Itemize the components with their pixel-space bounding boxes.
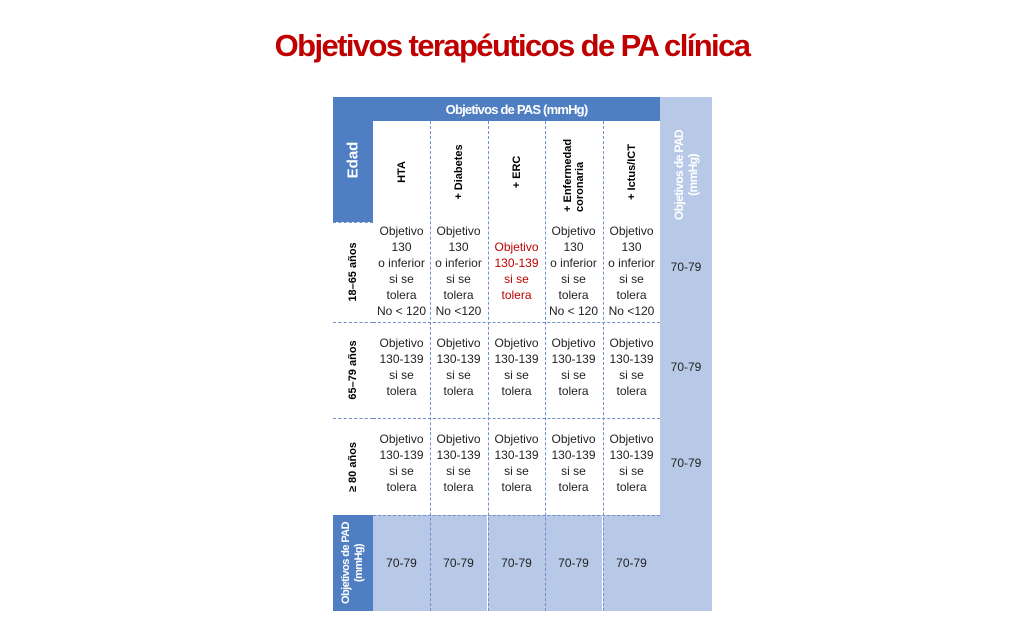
target-cell — [545, 222, 602, 322]
target-line: 130-139 — [609, 352, 654, 366]
pad-value-2: 70-79 — [670, 360, 702, 374]
row-header-label: 18–65 años — [347, 242, 359, 302]
target-line: Objetivo — [551, 336, 596, 350]
grid-line — [373, 515, 660, 516]
pas-header — [373, 97, 660, 121]
target-line: tolera — [386, 480, 417, 494]
target-line: 130-139 — [379, 448, 424, 462]
column-header-1 — [373, 121, 430, 222]
column-header-3 — [488, 121, 545, 222]
grid-line — [603, 121, 604, 611]
target-cell — [545, 322, 602, 418]
target-line: tolera — [616, 384, 647, 398]
target-line: Objetivo — [379, 224, 424, 238]
target-line: tolera — [558, 288, 589, 302]
target-line: No <120 — [608, 304, 655, 318]
pad-row-cell: 70-79 — [430, 515, 487, 611]
target-line: 130 — [448, 240, 469, 254]
column-header-label: + Enfermedad coronaria — [561, 138, 586, 212]
column-header-label: HTA — [395, 160, 408, 183]
target-line: 130-139 — [551, 448, 596, 462]
pad-row-cell: 70-79 — [488, 515, 545, 611]
grid-line — [545, 121, 546, 611]
target-line: Objetivo — [609, 336, 654, 350]
pad-row-cell: 70-79 — [603, 515, 660, 611]
target-line: 130-139 — [494, 256, 539, 270]
slide-title: Objetivos terapéuticos de PA clínica — [274, 28, 750, 63]
target-line: o inferior — [435, 256, 482, 270]
target-line: Objetivo — [551, 224, 596, 238]
target-line: Objetivo — [379, 336, 424, 350]
target-line: tolera — [616, 288, 647, 302]
row-header-label: 65–79 años — [347, 340, 359, 400]
target-line: No < 120 — [376, 304, 427, 318]
target-cell — [488, 222, 545, 322]
row-header-3 — [333, 418, 373, 515]
target-line: o inferior — [608, 256, 655, 270]
target-line: Objetivo — [494, 432, 539, 446]
target-line: No < 120 — [548, 304, 599, 318]
target-cell — [603, 322, 660, 418]
target-line: si se — [446, 368, 471, 382]
target-line: tolera — [616, 480, 647, 494]
target-line: tolera — [443, 288, 474, 302]
target-line: Objetivo — [551, 432, 596, 446]
pad-row-cell: 70-79 — [373, 515, 430, 611]
target-line: si se — [446, 272, 471, 286]
pad-row-header — [333, 515, 373, 611]
target-line: si se — [389, 272, 414, 286]
target-line: si se — [446, 464, 471, 478]
target-cell — [430, 418, 487, 515]
target-line: Objetivo — [436, 432, 481, 446]
target-line: tolera — [443, 480, 474, 494]
target-line: tolera — [501, 384, 532, 398]
grid-line — [333, 418, 373, 419]
target-line: Objetivo — [494, 336, 539, 350]
pas-header-label: Objetivos de PAS (mmHg) — [445, 101, 588, 117]
target-line: Objetivo — [609, 432, 654, 446]
pad-value-3: 70-79 — [670, 456, 702, 470]
target-line: 130-139 — [436, 448, 481, 462]
column-header-4 — [545, 121, 602, 222]
target-line: si se — [389, 368, 414, 382]
target-cell — [373, 222, 430, 322]
target-cell — [603, 222, 660, 322]
pad-row-label: Objetivos de PAD (mmHg) — [340, 522, 365, 604]
target-line: Objetivo — [379, 432, 424, 446]
target-line: 130 — [563, 240, 584, 254]
target-cell — [430, 222, 487, 322]
target-line: No <120 — [435, 304, 482, 318]
target-line: si se — [389, 464, 414, 478]
pad-column — [660, 97, 712, 611]
target-line: 130 — [621, 240, 642, 254]
target-line: Objetivo — [436, 336, 481, 350]
target-cell — [373, 322, 430, 418]
target-cell — [488, 418, 545, 515]
column-header-label: + Diabetes — [452, 143, 465, 200]
target-cell — [373, 418, 430, 515]
target-line: 130-139 — [551, 352, 596, 366]
target-line: si se — [504, 368, 529, 382]
target-line: 130-139 — [494, 352, 539, 366]
target-line: si se — [619, 368, 644, 382]
row-header-label: ≥ 80 años — [347, 441, 359, 492]
target-line: o inferior — [378, 256, 425, 270]
target-cell — [430, 322, 487, 418]
target-line: 130 — [391, 240, 412, 254]
pad-header-label: Objetivos de PAD (mmHg) — [672, 129, 700, 221]
target-line: tolera — [386, 288, 417, 302]
grid-line — [430, 121, 431, 611]
target-line: si se — [504, 272, 529, 286]
column-header-2 — [430, 121, 487, 222]
grid-line — [373, 322, 660, 323]
edad-label: Edad — [344, 141, 362, 178]
target-line: si se — [561, 368, 586, 382]
target-line: o inferior — [550, 256, 597, 270]
target-cell — [488, 322, 545, 418]
column-header-5 — [603, 121, 660, 222]
target-line: tolera — [386, 384, 417, 398]
grid-line — [333, 322, 373, 323]
column-header-label: + ERC — [510, 155, 523, 188]
target-line: tolera — [443, 384, 474, 398]
target-line: 130-139 — [436, 352, 481, 366]
target-line: Objetivo — [494, 240, 539, 254]
edad-header-cell — [333, 97, 373, 222]
target-cell — [603, 418, 660, 515]
target-line: Objetivo — [436, 224, 481, 238]
grid-line — [333, 222, 373, 223]
target-line: 130-139 — [609, 448, 654, 462]
target-line: si se — [619, 464, 644, 478]
target-line: tolera — [558, 384, 589, 398]
target-cell — [545, 418, 602, 515]
target-line: si se — [561, 464, 586, 478]
grid-line — [488, 121, 489, 611]
target-line: 130-139 — [494, 448, 539, 462]
row-header-1 — [333, 222, 373, 322]
target-line: si se — [561, 272, 586, 286]
row-header-2 — [333, 322, 373, 418]
target-line: 130-139 — [379, 352, 424, 366]
target-line: si se — [504, 464, 529, 478]
target-line: Objetivo — [609, 224, 654, 238]
target-line: si se — [619, 272, 644, 286]
column-header-label: + Ictus/ICT — [625, 143, 638, 200]
bp-targets-table — [333, 97, 712, 611]
grid-line — [373, 418, 660, 419]
target-line: tolera — [558, 480, 589, 494]
pad-row-cell: 70-79 — [545, 515, 602, 611]
target-line: tolera — [501, 288, 532, 302]
target-line: tolera — [501, 480, 532, 494]
pad-value-1: 70-79 — [670, 260, 702, 274]
